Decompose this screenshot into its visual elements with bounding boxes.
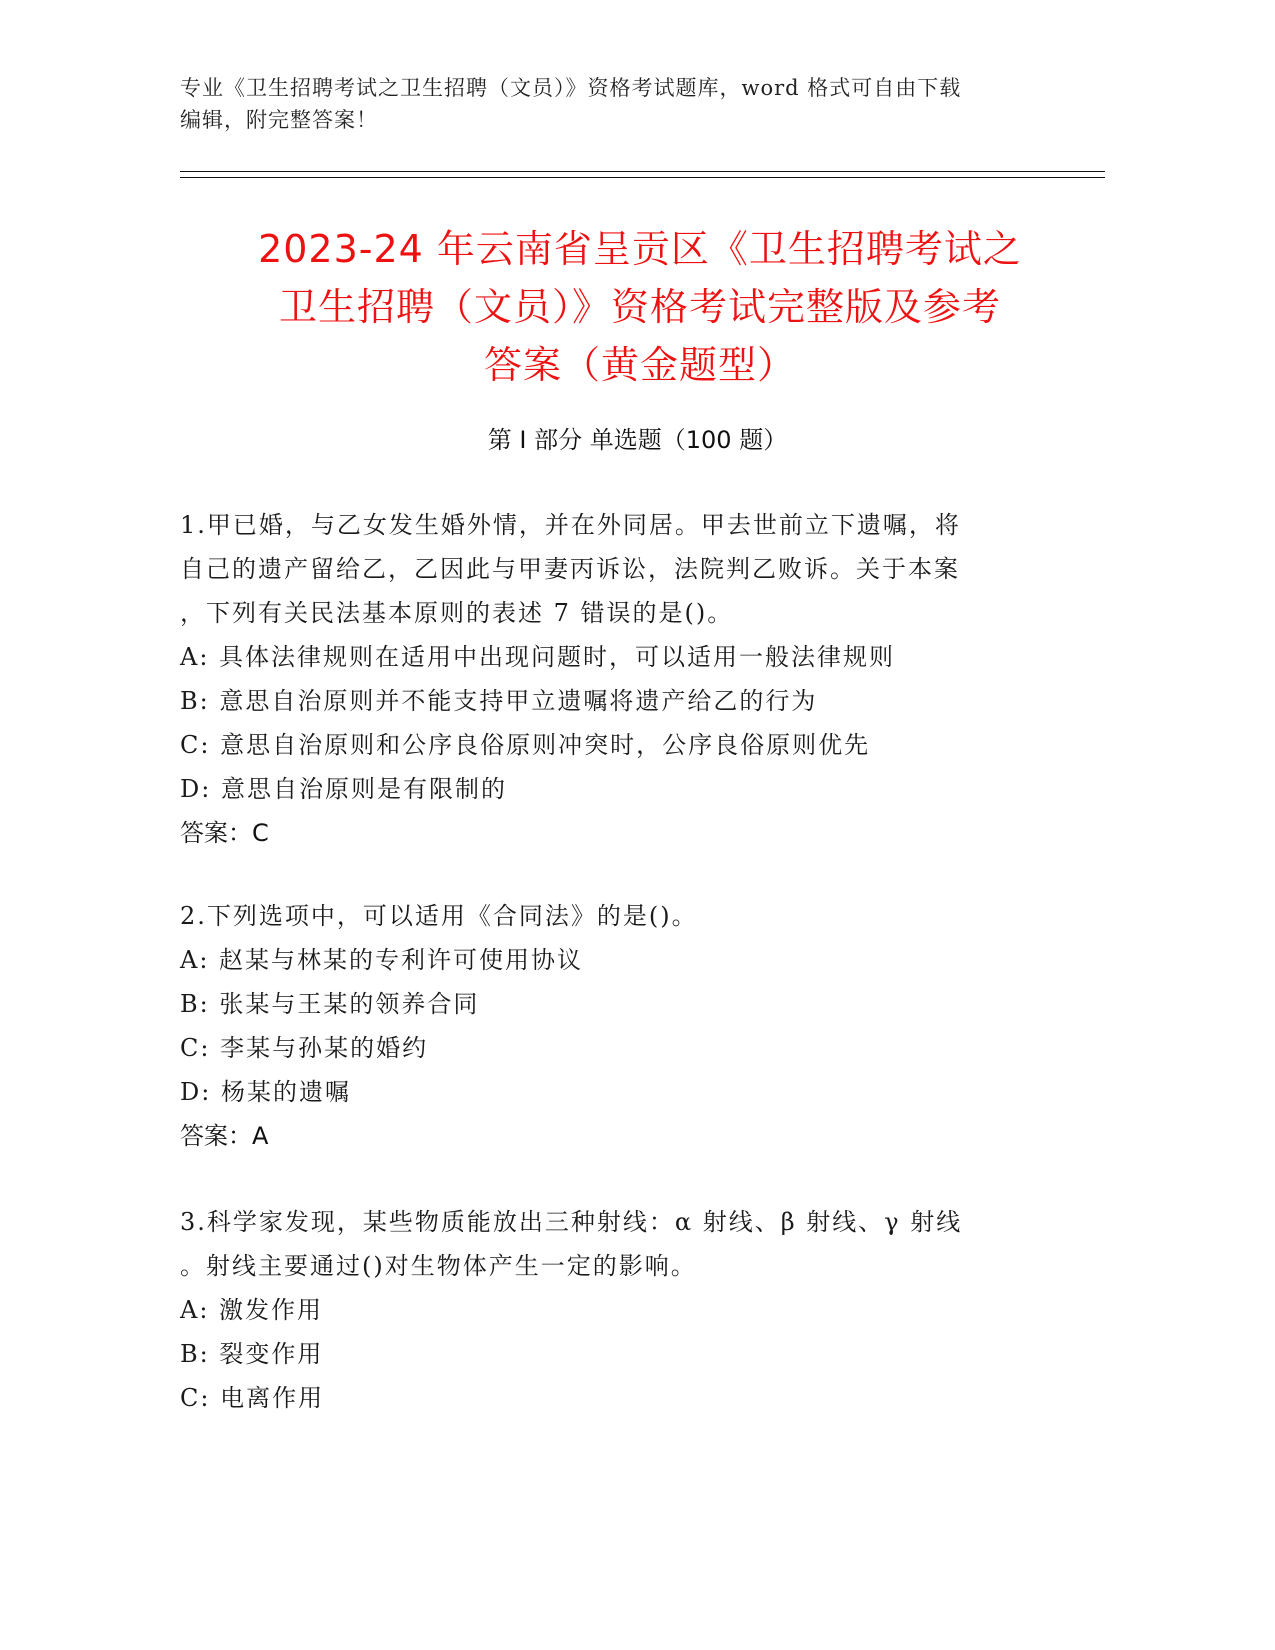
- title-line-1: 2023-24 年云南省呈贡区《卫生招聘考试之: [258, 227, 1022, 271]
- option-a: A: 具体法律规则在适用中出现问题时，可以适用一般法律规则: [180, 643, 896, 671]
- option-c: C: 电离作用: [180, 1384, 325, 1412]
- header-line-1: 专业《卫生招聘考试之卫生招聘（文员）》资格考试题库，word 格式可自由下载: [180, 76, 962, 100]
- title-line-3: 答案（黄金题型）: [483, 343, 796, 387]
- header-line-2: 编辑，附完整答案！: [180, 108, 378, 132]
- question-stem-line: 。射线主要通过()对生物体产生一定的影响。: [180, 1252, 697, 1280]
- answer-line: 答案：A: [180, 1122, 269, 1150]
- option-c: C: 李某与孙某的婚约: [180, 1034, 429, 1062]
- question-2: [180, 894, 1060, 1158]
- question-stem-line: 2.下列选项中，可以适用《合同法》的是()。: [180, 902, 698, 930]
- option-b: B: 裂变作用: [180, 1340, 324, 1368]
- section-heading: 第 I 部分 单选题（100 题）: [487, 426, 788, 454]
- option-b: B: 张某与王某的领养合同: [180, 990, 480, 1018]
- answer-line: 答案：C: [180, 819, 269, 847]
- question-1: [180, 503, 1060, 855]
- option-c: C: 意思自治原则和公序良俗原则冲突时，公序良俗原则优先: [180, 731, 871, 759]
- option-b: B: 意思自治原则并不能支持甲立遗嘱将遗产给乙的行为: [180, 687, 818, 715]
- header-divider-top: [180, 171, 1105, 172]
- question-stem-line: 3.科学家发现，某些物质能放出三种射线：α 射线、β 射线、γ 射线: [180, 1208, 963, 1236]
- option-d: D: 意思自治原则是有限制的: [180, 775, 507, 803]
- document-header: [180, 72, 1040, 136]
- header-divider-bottom: [180, 177, 1105, 178]
- option-a: A: 激发作用: [180, 1296, 324, 1324]
- document-title: [160, 220, 1120, 394]
- title-line-2: 卫生招聘（文员）》资格考试完整版及参考: [278, 285, 1001, 329]
- question-stem-line: 1.甲已婚，与乙女发生婚外情，并在外同居。甲去世前立下遗嘱，将: [180, 511, 961, 539]
- option-a: A: 赵某与林某的专利许可使用协议: [180, 946, 584, 974]
- question-3: [180, 1200, 1060, 1420]
- question-stem-line: ，下列有关民法基本原则的表述 7 错误的是()。: [180, 599, 734, 627]
- option-d: D: 杨某的遗嘱: [180, 1078, 351, 1106]
- question-stem-line: 自己的遗产留给乙，乙因此与甲妻丙诉讼，法院判乙败诉。关于本案: [180, 555, 960, 583]
